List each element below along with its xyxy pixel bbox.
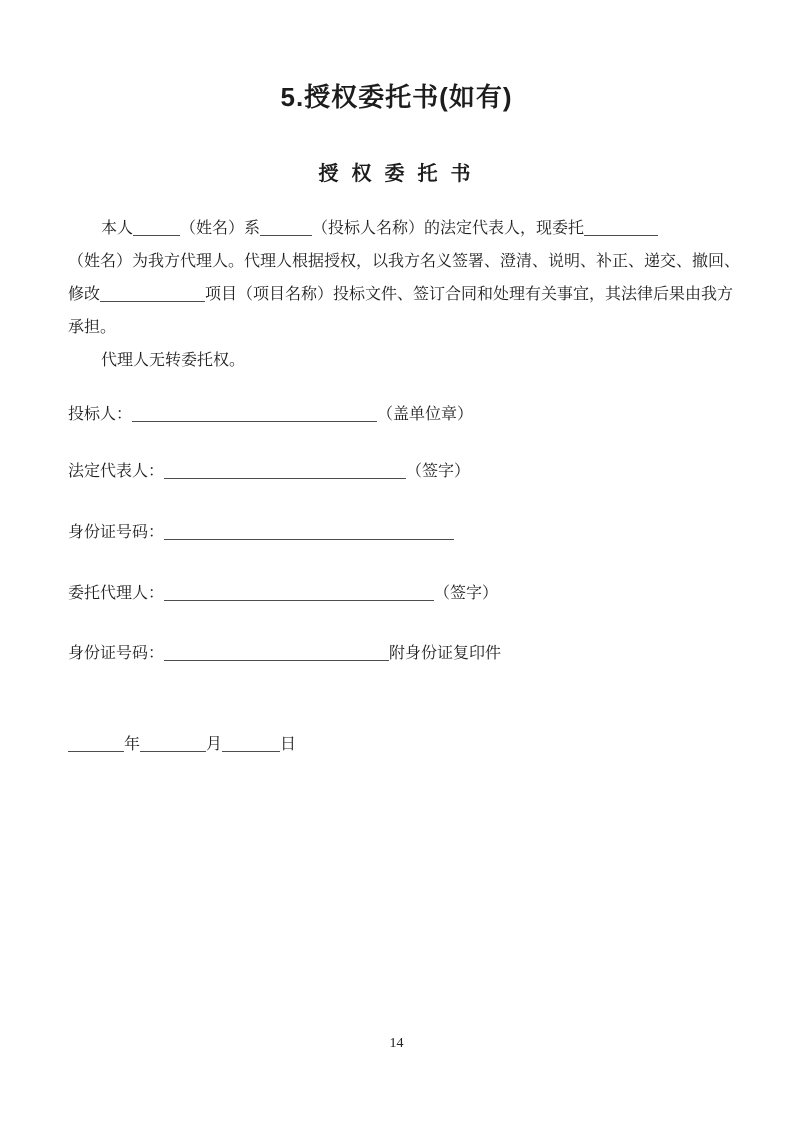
text-segment: 月 [206, 736, 223, 753]
bidder-signature-line [68, 402, 473, 428]
text-segment: 日 [280, 736, 297, 753]
paragraph-line [68, 212, 728, 245]
text-segment: （投标人名称）的法定代表人，现委托 [312, 220, 585, 237]
fill-in-blank [164, 646, 389, 661]
fill-in-blank [133, 221, 180, 236]
text-segment: 项目（项目名称）投标文件、签订合同和处理有关事宜，其法律后果由我方 [205, 286, 734, 303]
fill-in-blank [164, 525, 454, 540]
fill-in-blank [584, 221, 658, 236]
fill-in-blank [100, 287, 205, 302]
fill-in-blank [164, 586, 434, 601]
fill-in-blank [260, 221, 312, 236]
text-segment: 法定代表人： [68, 463, 165, 480]
legal-representative-signature-line [68, 459, 470, 485]
text-segment: 投标人： [68, 406, 133, 423]
text-segment: （签字） [434, 585, 499, 602]
paragraph-line [68, 311, 728, 344]
date-line [68, 732, 296, 758]
paragraph-line [68, 278, 734, 311]
text-segment: （姓名）为我方代理人。代理人根据授权，以我方名义签署、澄清、说明、补正、递交、撤回、 [68, 253, 741, 270]
text-segment: 本人 [101, 220, 134, 237]
paragraph-line [68, 344, 728, 377]
page-number: 14 [389, 1036, 404, 1051]
authorized-agent-id-line [68, 641, 501, 667]
text-segment: 身份证号码： [68, 524, 165, 541]
text-segment: 附身份证复印件 [389, 645, 502, 662]
text-segment: 年 [124, 736, 141, 753]
legal-representative-id-line [68, 520, 454, 546]
fill-in-blank [164, 464, 406, 479]
text-segment: 代理人无转委托权。 [101, 352, 246, 369]
text-segment: 委托代理人： [68, 585, 165, 602]
body-paragraph [68, 212, 741, 377]
fill-in-blank [68, 737, 124, 752]
section-heading: 5.授权委托书(如有) [280, 82, 513, 112]
text-segment: 身份证号码： [68, 645, 165, 662]
text-segment: （姓名）系 [180, 220, 261, 237]
fill-in-blank [222, 737, 280, 752]
paragraph-line [68, 245, 741, 278]
text-segment: 修改 [68, 286, 101, 303]
text-segment: （盖单位章） [377, 406, 474, 423]
fill-in-blank [140, 737, 206, 752]
authorized-agent-signature-line [68, 581, 498, 607]
fill-in-blank [132, 407, 377, 422]
document-title: 授 权 委 托 书 [318, 163, 475, 185]
text-segment: 承担。 [68, 319, 117, 336]
text-segment: （签字） [406, 463, 471, 480]
